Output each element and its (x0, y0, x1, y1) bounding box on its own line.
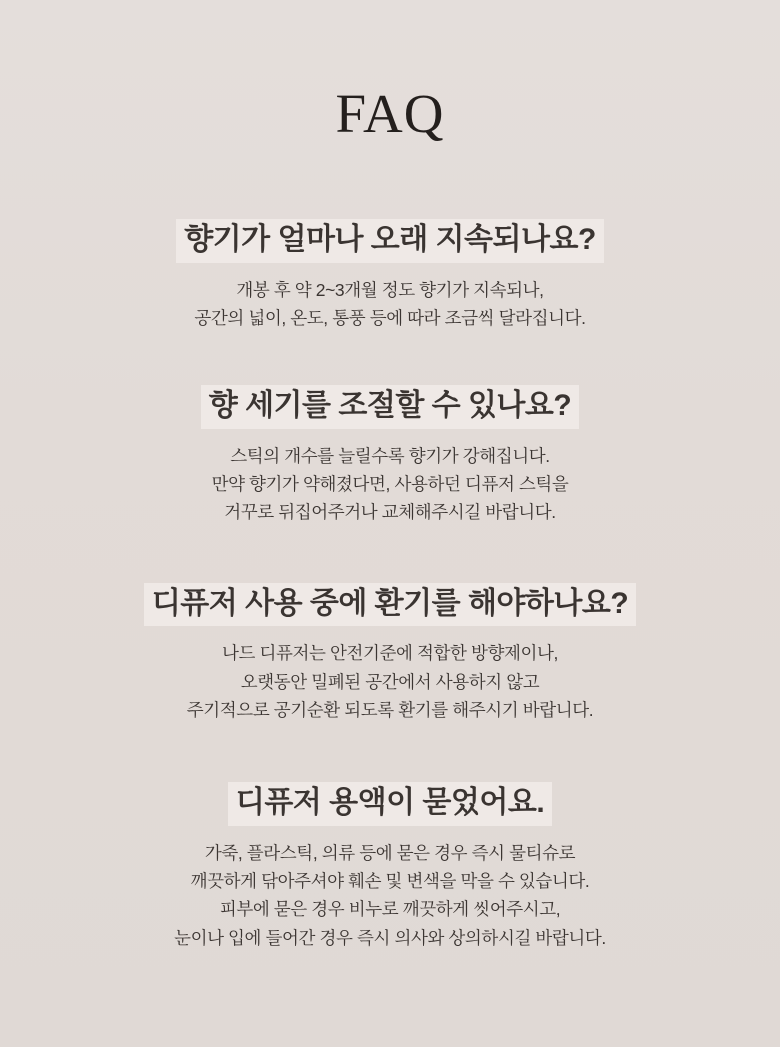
faq-question-wrap (0, 385, 780, 429)
faq-answer (0, 839, 780, 952)
faq-answer-line: 깨끗하게 닦아주셔야 훼손 및 변색을 막을 수 있습니다. (190, 871, 590, 892)
faq-answer-line: 오랫동안 밀폐된 공간에서 사용하지 않고 (240, 671, 540, 692)
faq-answer-line: 주기적으로 공기순환 되도록 환기를 해주시기 바랍니다. (186, 699, 594, 720)
faq-question-wrap (0, 583, 780, 627)
faq-item (0, 583, 780, 725)
faq-item (0, 385, 780, 527)
faq-answer (0, 276, 780, 333)
faq-answer-line: 공간의 넓이, 온도, 통풍 등에 따라 조금씩 달라집니다. (194, 307, 586, 328)
faq-question: 디퓨저 용액이 묻었어요. (228, 782, 552, 826)
faq-question-wrap (0, 782, 780, 826)
faq-answer-line: 개봉 후 약 2~3개월 정도 향기가 지속되나, (236, 279, 544, 300)
faq-answer (0, 442, 780, 527)
faq-question-wrap (0, 219, 780, 263)
faq-answer-line: 거꾸로 뒤집어주거나 교체해주시길 바랍니다. (224, 502, 556, 523)
page-title: FAQ (335, 83, 445, 144)
faq-answer-line: 가죽, 플라스틱, 의류 등에 묻은 경우 즉시 물티슈로 (204, 842, 576, 863)
faq-answer (0, 639, 780, 724)
faq-question: 향기가 얼마나 오래 지속되나요? (176, 219, 604, 263)
faq-question: 디퓨저 사용 중에 환기를 해야하나요? (144, 583, 636, 627)
faq-answer-line: 스틱의 개수를 늘릴수록 향기가 강해집니다. (230, 445, 550, 466)
faq-item (0, 219, 780, 332)
faq-answer-line: 눈이나 입에 들어간 경우 즉시 의사와 상의하시길 바랍니다. (174, 927, 606, 948)
faq-answer-line: 만약 향기가 약해졌다면, 사용하던 디퓨저 스틱을 (211, 474, 569, 495)
faq-answer-line: 피부에 묻은 경우 비누로 깨끗하게 씻어주시고, (219, 899, 561, 920)
faq-answer-line: 나드 디퓨저는 안전기준에 적합한 방향제이나, (222, 643, 558, 664)
faq-question: 향 세기를 조절할 수 있나요? (201, 385, 579, 429)
faq-item (0, 782, 780, 952)
